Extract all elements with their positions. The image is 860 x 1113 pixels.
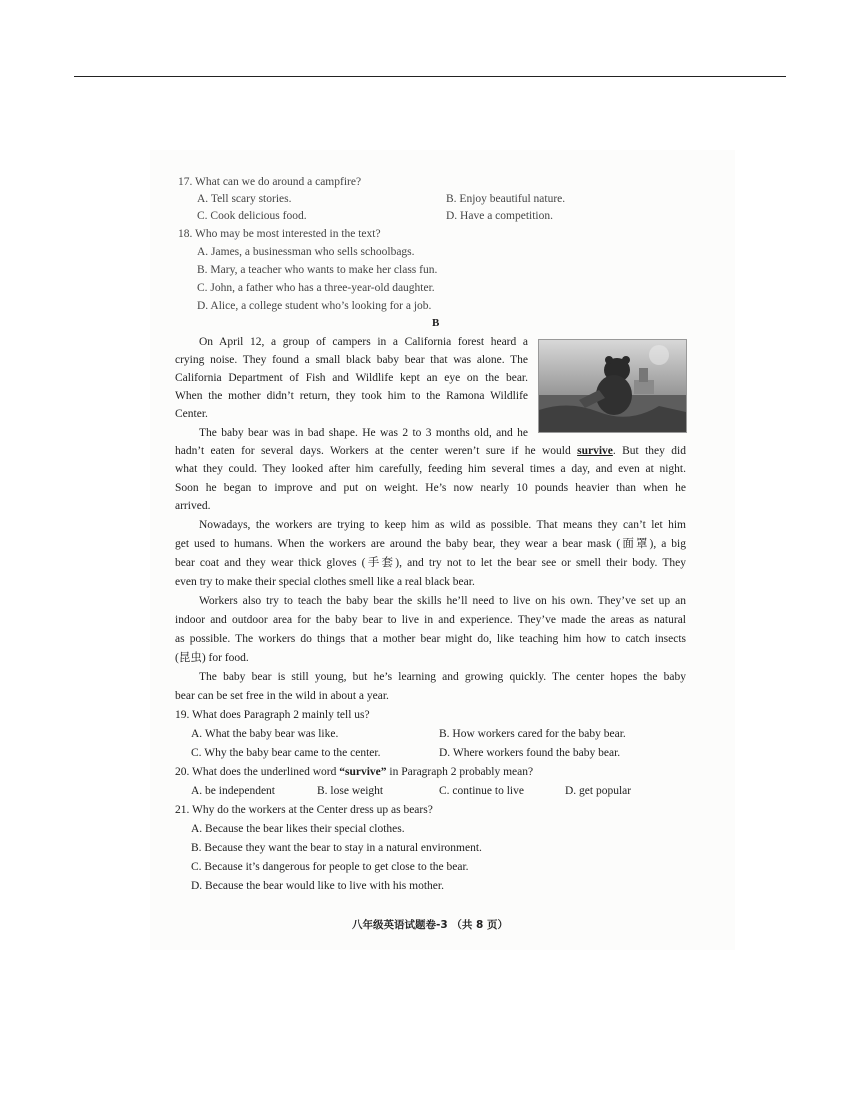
q19-option-d: D. Where workers found the baby bear. bbox=[439, 747, 621, 759]
q17-option-a: A. Tell scary stories. bbox=[197, 193, 292, 205]
q19-stem: 19. What does Paragraph 2 mainly tell us? bbox=[175, 709, 370, 721]
q17-option-c: C. Cook delicious food. bbox=[197, 210, 307, 222]
q20-stem-end: in Paragraph 2 probably mean? bbox=[386, 766, 534, 778]
q21-option-a: A. Because the bear likes their special clothes. bbox=[191, 823, 405, 835]
p4-line-2: indoor and outdoor area for the baby bear to live in and experience. They’ve made the areas as natural bbox=[175, 614, 686, 626]
p5-line-1: The baby bear is still young, but he’s learning and growing quickly. The center hopes the baby bbox=[199, 671, 686, 683]
section-letter: B bbox=[432, 317, 440, 329]
q18-option-a: A. James, a businessman who sells schoolbags. bbox=[197, 246, 415, 258]
q21-option-c: C. Because it’s dangerous for people to get close to the bear. bbox=[191, 861, 469, 873]
q19-option-b: B. How workers cared for the baby bear. bbox=[439, 728, 626, 740]
p3-line-4: even try to make their special clothes smell like a real black bear. bbox=[175, 576, 475, 588]
q18-option-d: D. Alice, a college student who’s looking for a job. bbox=[197, 300, 432, 312]
q20-option-b: B. lose weight bbox=[317, 785, 384, 797]
p2-line-2 bbox=[175, 444, 686, 458]
p3-line-1: Nowadays, the workers are trying to keep him as wild as possible. That means they can’t let him bbox=[199, 519, 686, 531]
q17-option-b: B. Enjoy beautiful nature. bbox=[446, 193, 566, 205]
top-rule bbox=[74, 76, 786, 77]
q20-keyword: “survive” bbox=[339, 766, 387, 778]
q20-option-a: A. be independent bbox=[191, 785, 275, 797]
p4-line-4: (昆虫) for food. bbox=[175, 652, 249, 664]
p1-line-2: crying noise. They found a small black baby bear that was alone. The bbox=[175, 354, 528, 366]
p2-line-5: arrived. bbox=[175, 500, 211, 512]
q20-stem-start: 20. What does the underlined word bbox=[175, 766, 340, 778]
q21-stem: 21. Why do the workers at the Center dress up as bears? bbox=[175, 804, 433, 816]
q18-option-b: B. Mary, a teacher who wants to make her class fun. bbox=[197, 264, 438, 276]
p1-line-3: California Department of Fish and Wildlife kept an eye on the bear. bbox=[175, 372, 528, 384]
p1-line-5: Center. bbox=[175, 408, 208, 420]
page-footer: 八年级英语试题卷-3 （共 8 页） bbox=[352, 919, 508, 931]
p3-line-2: get used to humans. When the workers are around the baby bear, they wear a bear mask (面罩), a big bbox=[175, 538, 686, 550]
p1-line-4: When the mother didn’t return, they took him to the Ramona Wildlife bbox=[175, 390, 528, 402]
q21-option-d: D. Because the bear would like to live with his mother. bbox=[191, 880, 444, 892]
bear-photo bbox=[538, 339, 687, 433]
p4-line-1: Workers also try to teach the baby bear the skills he’ll need to live on his own. They’ve set up an bbox=[199, 595, 686, 607]
q17-option-d: D. Have a competition. bbox=[446, 210, 553, 222]
p4-line-3: as possible. The workers do things that a mother bear might do, like teaching him how to catch insects bbox=[175, 633, 686, 645]
q20-stem bbox=[175, 765, 533, 779]
q17-stem: 17. What can we do around a campfire? bbox=[178, 176, 362, 188]
q18-stem: 18. Who may be most interested in the text? bbox=[178, 228, 381, 240]
p2-line-2-end: . But they did bbox=[612, 445, 686, 457]
q19-option-c: C. Why the baby bear came to the center. bbox=[191, 747, 381, 759]
p3-line-3: bear coat and they wear thick gloves (手套), and try not to let the bear see or smell their body. They bbox=[175, 557, 686, 569]
p2-line-3: what they could. They looked after him carefully, feeding him several times a day, and even at night. bbox=[175, 463, 686, 475]
q19-option-a: A. What the baby bear was like. bbox=[191, 728, 339, 740]
q20-option-d: D. get popular bbox=[565, 785, 632, 797]
q20-option-c: C. continue to live bbox=[439, 785, 524, 797]
q18-option-c: C. John, a father who has a three-year-old daughter. bbox=[197, 282, 435, 294]
p5-line-2: bear can be set free in the wild in about a year. bbox=[175, 690, 389, 702]
p2-line-4: Soon he began to improve and put on weight. He’s now nearly 10 pounds heavier than when he bbox=[175, 482, 686, 494]
p2-line-1: The baby bear was in bad shape. He was 2 to 3 months old, and he bbox=[199, 427, 528, 439]
p1-line-1: On April 12, a group of campers in a California forest heard a bbox=[199, 336, 528, 348]
p2-line-2-start: hadn’t eaten for several days. Workers at the center weren’t sure if he would bbox=[175, 445, 578, 457]
q21-option-b: B. Because they want the bear to stay in a natural environment. bbox=[191, 842, 482, 854]
underlined-word-survive: survive bbox=[577, 445, 613, 457]
